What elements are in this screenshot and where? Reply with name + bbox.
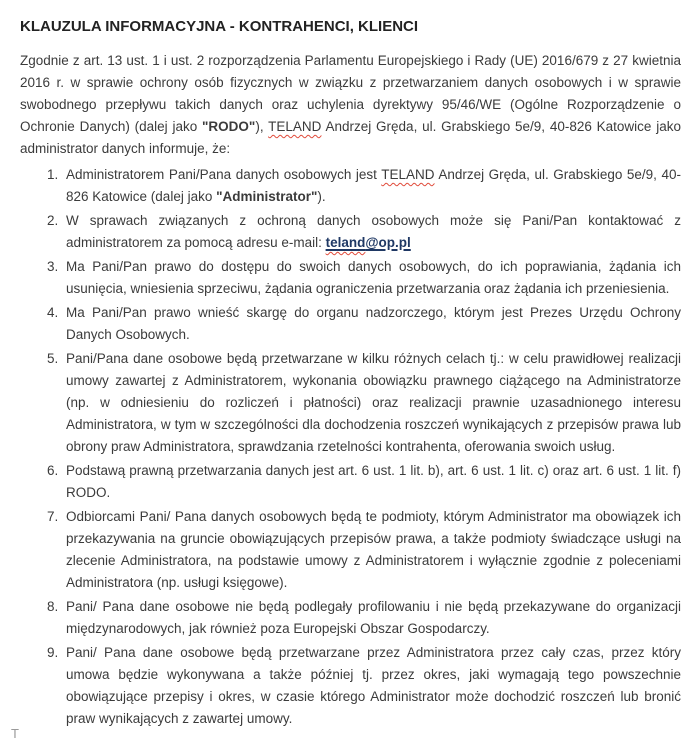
item1-text-2: Andrzej Gręda, ul. Grabskiego 5e/9, 40-826 Katowice (dalej jako [66, 167, 682, 204]
intro-paragraph [20, 50, 681, 160]
intro-text-3: Andrzej Gręda, ul. Grabskiego 5e/9, 40-826 Katowice jako administrator danych informuje, że: [20, 119, 681, 156]
list-item-6: 6. Podstawą prawną przetwarzania danych jest art. 6 ust. 1 lit. b), art. 6 ust. 1 lit. c) oraz art. 6 ust. 1 lit. f) RODO. [62, 460, 681, 504]
company-name: TELAND [268, 119, 322, 134]
list-item-5: 5. Pani/Pana dane osobowe będą przetwarzane w kilku różnych celach tj.: w celu prawidłowej realizacji umowy zawartej z Administratorem, wykonania obowiązku prawnego ciążącego na Administratorze (np. w odniesieniu do rozliczeń i płatności) oraz realizacji prawnie uzasadnionego interesu Administratora, w tym w szczególności dla dochodzenia roszczeń wynikających z przepisów prawa lub obrony praw Administratora, sprawdzania rzetelności kontrahenta, oferowania swoich usług. [62, 348, 681, 458]
list-item-1 [62, 164, 681, 208]
list-item-3: 3. Ma Pani/Pan prawo do dostępu do swoich danych osobowych, do ich poprawiania, żądania ich usunięcia, wniesienia sprzeciwu, żądania ograniczenia przetwarzania oraz żądania ich przeniesienia. [62, 256, 681, 300]
item2-text-1: W sprawach związanych z ochroną danych osobowych może się Pani/Pan kontaktować z administratorem za pomocą adresu e-mail: [66, 213, 681, 250]
list-item-8: 8. Pani/ Pana dane osobowe nie będą podlegały profilowaniu i nie będą przekazywane do organizacji międzynarodowych, jak również poza Europejski Obszar Gospodarczy. [62, 596, 681, 640]
item1-text-1: Administratorem Pani/Pana danych osobowych jest [66, 167, 382, 182]
text-cursor-artifact: T [11, 726, 19, 741]
page-title: KLAUZULA INFORMACYJNA - KONTRAHENCI, KLIENCI [20, 18, 419, 35]
item1-text-3: ). [317, 189, 326, 204]
list-item-2 [62, 210, 681, 254]
list-item-4: 4. Ma Pani/Pan prawo wnieść skargę do organu nadzorczego, którym jest Prezes Urzędu Ochrony Danych Osobowych. [62, 302, 681, 346]
company-name: TELAND [381, 167, 435, 182]
email-domain-part: @op.pl [365, 235, 411, 250]
administrator-bold-term: "Administrator" [216, 189, 318, 204]
intro-text-2: ), [255, 119, 269, 134]
email-user-part: teland [325, 235, 366, 250]
email-link[interactable] [326, 235, 411, 250]
intro-text-1: Zgodnie z art. 13 ust. 1 i ust. 2 rozporządzenia Parlamentu Europejskiego i Rady (UE) 2016/679 z 27 kwietnia 2016 r. w sprawie ochrony osób fizycznych w związku z przetwarzaniem danych osobowych i w sprawie swobodnego przepływu takich danych oraz uchylenia dyrektywy 95/46/WE (Ogólne Rozporządzenie o Ochronie Danych) (dalej jako [20, 53, 681, 134]
info-list [20, 164, 681, 730]
list-item-9: 9. Pani/ Pana dane osobowe będą przetwarzane przez Administratora przez cały czas, przez który umowa będzie wykonywana a także później tj. przez okres, jaki wymagają tego powszechnie obowiązujące przepisy i okres, w czasie którego Administrator może dochodzić roszczeń lub bronić praw wynikających z zawartej umowy. [62, 642, 681, 730]
rodo-bold-term: "RODO" [202, 119, 256, 134]
list-item-7: 7. Odbiorcami Pani/ Pana danych osobowych będą te podmioty, którym Administrator ma obowiązek ich przekazywania na gruncie obowiązujących przepisów prawa, a także podmioty świadczące usługi na zlecenie Administratora, na podstawie umowy z Administratorem i wyłącznie zgodnie z poleceniami Administratora (np. usługi księgowe). [62, 506, 681, 594]
